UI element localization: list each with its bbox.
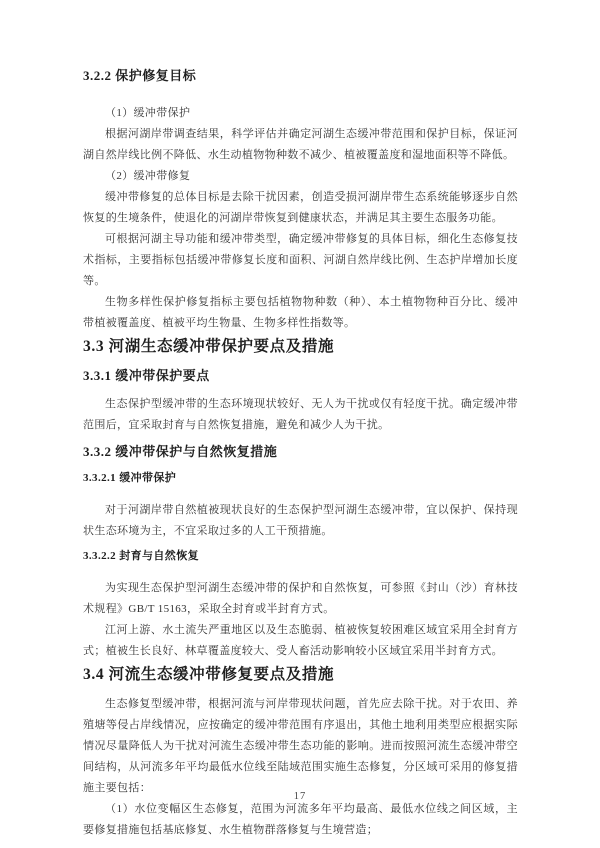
heading-3-2-2: 3.2.2 保护修复目标 [83,68,197,83]
list-item-2: （2）缓冲带修复 [105,170,191,182]
paragraph: 根据河湖岸带调查结果，科学评估并确定河湖生态缓冲带范围和保护目标，保证河湖自然岸线比例不降低、水生动植物物种数不减少、植被覆盖度和湿地面积等不降低。 [83,128,518,161]
paragraph: 生态修复型缓冲带，根据河流与河岸带现状问题，首先应去除干扰。对于农田、养殖塘等侵占岸线情况，应按确定的缓冲带范围有序退出，其他土地利用类型应根据实际情况尽量降低人为干扰对河流生态缓冲带生态功能的影响。进而按照河流生态缓冲带空间结构，从河流多年平均最低水位线至陆域范围实施生态修复，分区域可采用的修复措施主要包括： [83,698,518,794]
heading-3-3: 3.3 河湖生态缓冲带保护要点及措施 [83,338,335,355]
paragraph: 对于河湖岸带自然植被现状良好的生态保护型河湖生态缓冲带，宜以保护、保持现状生态环境为主，不宜采取过多的人工干预措施。 [83,504,518,537]
paragraph: （1）水位变幅区生态修复，范围为河流多年平均最高、最低水位线之间区域，主要修复措施包括基底修复、水生植物群落修复与生境营造； [83,803,518,836]
paragraph: 可根据河湖主导功能和缓冲带类型，确定缓冲带修复的具体目标，细化生态修复技术指标，主要指标包括缓冲带修复长度和面积、河湖自然岸线比例、生态护岸增加长度等。 [83,233,518,287]
paragraph: 生物多样性保护修复指标主要包括植物物种数（种）、本土植物物种百分比、缓冲带植被覆盖度、植被平均生物量、生物多样性指数等。 [83,296,518,329]
paragraph: 为实现生态保护型河湖生态缓冲带的保护和自然恢复，可参照《封山（沙）育林技术规程》GB/T 15163，采取全封育或半封育方式。 [83,582,518,615]
heading-3-3-2-2: 3.3.2.2 封育与自然恢复 [83,550,199,562]
heading-3-3-2-1: 3.3.2.1 缓冲带保护 [83,472,177,484]
heading-3-4: 3.4 河流生态缓冲带修复要点及措施 [83,666,335,683]
page-number: 17 [293,791,307,802]
paragraph: 江河上游、水土流失严重地区以及生态脆弱、植被恢复较困难区域宜采用全封育方式；植被生长良好、林草覆盖度较大、受人畜活动影响较小区域宜采用半封育方式。 [83,624,518,657]
paragraph: 缓冲带修复的总体目标是去除干扰因素，创造受损河湖岸带生态系统能够逐步自然恢复的生境条件，使退化的河湖岸带恢复到健康状态，并满足其主要生态服务功能。 [83,191,518,224]
paragraph: 生态保护型缓冲带的生态环境现状较好、无人为干扰或仅有轻度干扰。确定缓冲带范围后，宜采取封育与自然恢复措施，避免和减少人为干扰。 [83,398,518,431]
list-item-1: （1）缓冲带保护 [105,107,191,119]
heading-3-3-1: 3.3.1 缓冲带保护要点 [83,368,210,383]
heading-3-3-2: 3.3.2 缓冲带保护与自然恢复措施 [83,444,278,459]
